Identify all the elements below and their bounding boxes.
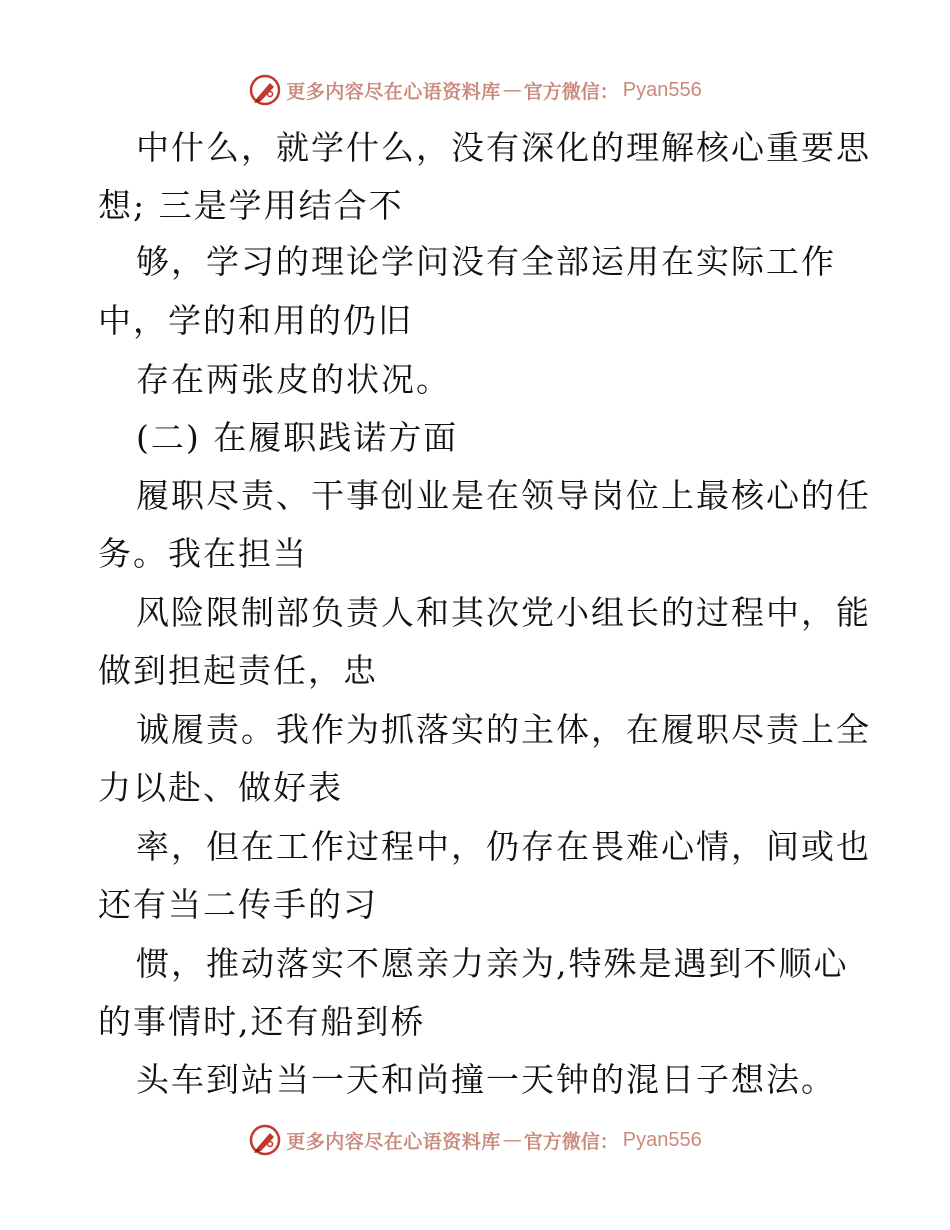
text-line: 做到担起责任，忠 [98,651,378,690]
text-line: 务。我在担当 [98,534,308,573]
watermark-wechat-id: Pyan556 [622,1128,702,1151]
text-line: 存在两张皮的状况。 [136,360,451,399]
text-line: 风险限制部负责人和其次党小组长的过程中，能 [136,593,871,632]
text-line: 的事情时,还有船到桥 [98,1002,426,1041]
watermark-label: 官方微信： [523,1130,619,1153]
pen-logo-icon [248,73,282,107]
text-line: 惯，推动落实不愿亲力亲为,特殊是遇到不顺心 [136,944,849,983]
watermark-label: 官方微信： [523,80,619,103]
watermark-site-text: 更多内容尽在心语资料库 [286,1130,501,1153]
text-line: 头车到站当一天和尚撞一天钟的混日子想法。 [136,1060,836,1099]
watermark-dash: — [502,1129,522,1151]
watermark-site-text: 更多内容尽在心语资料库 [286,80,501,103]
text-line: 还有当二传手的习 [98,885,378,924]
pen-logo-icon [248,1123,282,1157]
text-line: 履职尽责、干事创业是在领导岗位上最核心的任 [136,476,871,515]
text-line: 想; 三是学用结合不 [98,186,404,225]
text-line: 够，学习的理论学问没有全部运用在实际工作 [136,242,836,281]
text-line: 力以赴、做好表 [98,768,343,807]
text-line: 率，但在工作过程中，仍存在畏难心情，间或也 [136,827,871,866]
text-line: 中，学的和用的仍旧 [98,301,413,340]
text-line: 诚履责。我作为抓落实的主体，在履职尽责上全 [136,710,871,749]
footer-watermark [0,1120,950,1160]
watermark-dash: — [502,79,522,101]
section-heading: (二) 在履职践诺方面 [136,418,459,457]
watermark-wechat-id: Pyan556 [622,78,702,101]
text-line: 中什么，就学什么，没有深化的理解核心重要思 [136,128,871,167]
header-watermark [0,70,950,110]
